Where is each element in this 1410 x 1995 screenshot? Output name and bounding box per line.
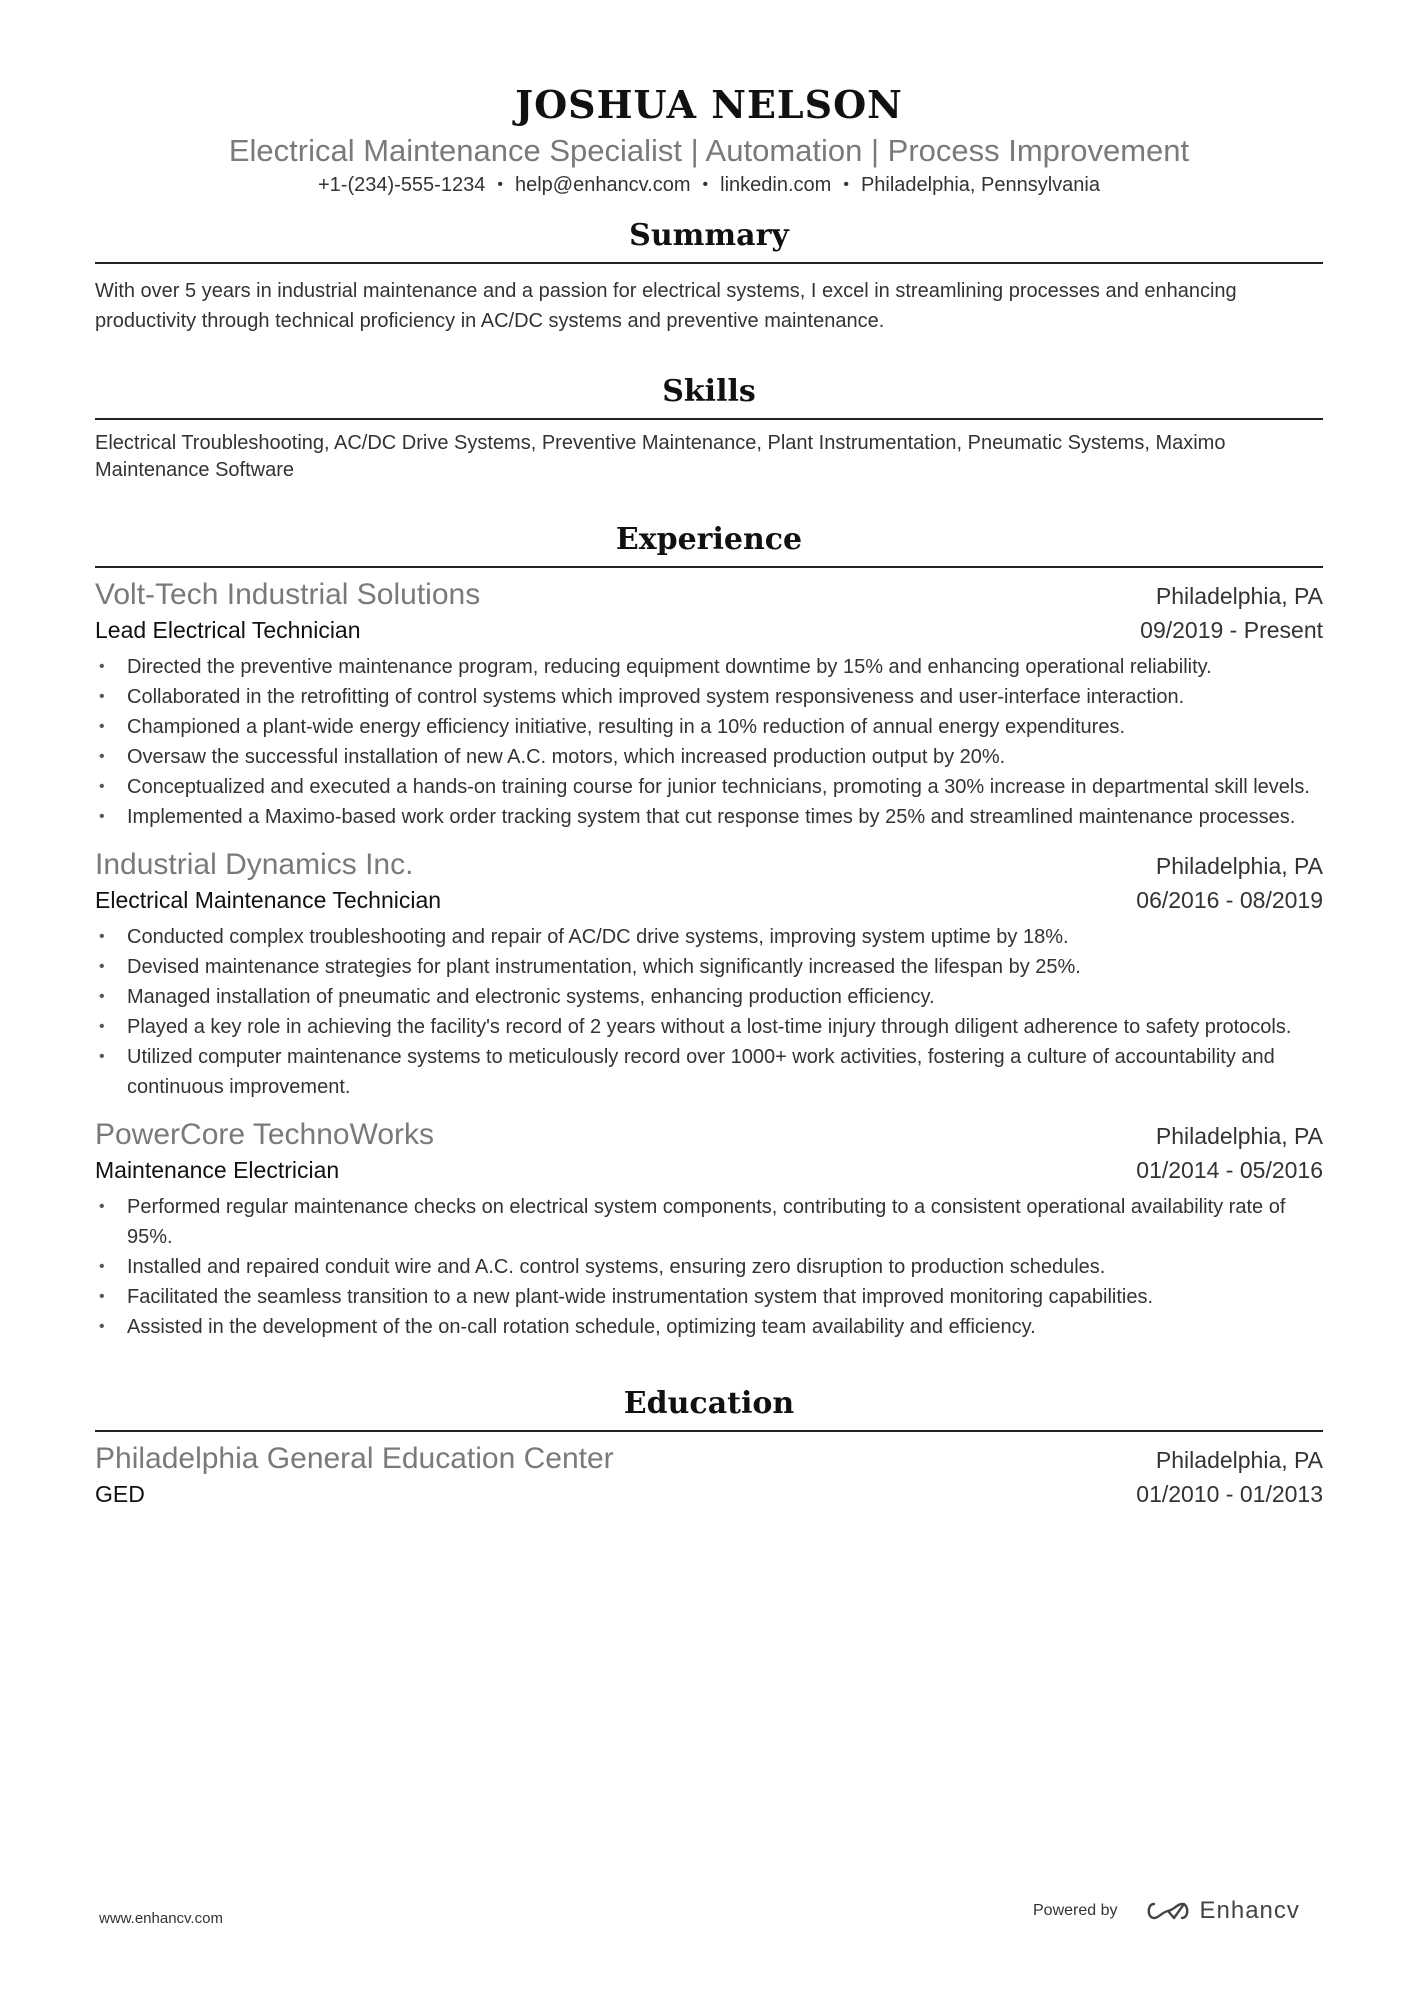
contact-separator: • <box>843 176 849 193</box>
achievement-list <box>95 652 1323 832</box>
job-title: Maintenance Electrician <box>95 1157 340 1183</box>
entry-role-row <box>95 614 1323 646</box>
achievement-text: Played a key role in achieving the facility's record of 2 years without a lost-time injury through diligent adherence to safety protocols. <box>127 1016 1292 1038</box>
enhancv-logo-icon <box>1144 1899 1192 1923</box>
bullet-icon: • <box>99 1018 105 1035</box>
bullet-icon: • <box>99 778 105 795</box>
achievement-text: Installed and repaired conduit wire and A.C. control systems, ensuring zero disruption to production schedules. <box>127 1256 1106 1278</box>
bullet-icon: • <box>99 1258 105 1275</box>
list-item <box>95 1252 1323 1282</box>
achievement-text: Facilitated the seamless transition to a new plant-wide instrumentation system that improved monitoring capabilities. <box>127 1286 1154 1308</box>
achievement-text: Collaborated in the retrofitting of control systems which improved system responsiveness and user-interface interaction. <box>127 686 1185 708</box>
contact-separator: • <box>497 176 503 193</box>
achievement-text: Assisted in the development of the on-call rotation schedule, optimizing team availability and efficiency. <box>127 1316 1036 1338</box>
bullet-icon: • <box>99 988 105 1005</box>
bullet-icon: • <box>99 1048 105 1065</box>
contact-line <box>95 172 1323 198</box>
entry-degree-row <box>95 1478 1323 1510</box>
experience-entry <box>95 846 1323 1102</box>
bullet-icon: • <box>99 1318 105 1335</box>
bullet-icon: • <box>99 748 105 765</box>
list-item <box>95 742 1323 772</box>
list-item <box>95 1192 1323 1252</box>
skills-text: Electrical Troubleshooting, AC/DC Drive Systems, Preventive Maintenance, Plant Instrumentation, Pneumatic Systems, Maximo Maintenance Software <box>95 432 1226 481</box>
contact-linkedin[interactable]: linkedin.com <box>720 174 832 196</box>
list-item <box>95 982 1323 1012</box>
achievement-text: Managed installation of pneumatic and electronic systems, enhancing production efficiency. <box>127 986 935 1008</box>
section-divider <box>95 262 1323 264</box>
school-location: Philadelphia, PA <box>1155 1447 1323 1473</box>
entry-header-row <box>95 1116 1323 1154</box>
footer-branding <box>1033 1897 1300 1925</box>
company-name: PowerCore TechnoWorks <box>95 1118 435 1151</box>
job-dates: 01/2014 - 05/2016 <box>1136 1157 1323 1183</box>
entry-header-row <box>95 576 1323 614</box>
contact-phone: +1-(234)-555-1234 <box>318 174 486 196</box>
summary-text: With over 5 years in industrial maintenance and a passion for electrical systems, I excel in streamlining processes and enhancing productivity through technical proficiency in AC/DC systems and preventive maintenance. <box>95 280 1237 332</box>
section-title-experience: Experience <box>615 522 803 557</box>
entry-header-row <box>95 846 1323 884</box>
enhancv-brand-text: Enhancv <box>1199 1897 1300 1924</box>
summary-section <box>95 216 1323 336</box>
education-dates: 01/2010 - 01/2013 <box>1136 1481 1323 1507</box>
list-item <box>95 1012 1323 1042</box>
list-item <box>95 1042 1323 1102</box>
skills-section <box>95 372 1323 484</box>
enhancv-logo[interactable] <box>1144 1897 1300 1925</box>
candidate-headline: Electrical Maintenance Specialist | Automation | Process Improvement <box>228 133 1190 168</box>
education-entry <box>95 1440 1323 1510</box>
achievement-list <box>95 1192 1323 1342</box>
achievement-text: Implemented a Maximo-based work order tracking system that cut response times by 25% and streamlined maintenance processes. <box>127 806 1296 828</box>
section-divider <box>95 566 1323 568</box>
achievement-text: Conducted complex troubleshooting and repair of AC/DC drive systems, improving system uptime by 18%. <box>127 926 1069 948</box>
list-item <box>95 652 1323 682</box>
list-item <box>95 772 1323 802</box>
section-title-summary: Summary <box>629 218 789 253</box>
achievement-text: Conceptualized and executed a hands-on training course for junior technicians, promoting a 30% increase in departmental skill levels. <box>127 776 1310 798</box>
achievement-text: Directed the preventive maintenance program, reducing equipment downtime by 15% and enhancing operational reliability. <box>127 656 1212 678</box>
resume-page <box>95 0 1323 1510</box>
company-name: Volt-Tech Industrial Solutions <box>95 578 481 611</box>
bullet-icon: • <box>99 808 105 825</box>
list-item <box>95 922 1323 952</box>
bullet-icon: • <box>99 658 105 675</box>
candidate-name: JOSHUA NELSON <box>515 82 903 127</box>
experience-section <box>95 520 1323 1342</box>
list-item <box>95 802 1323 832</box>
achievement-list <box>95 922 1323 1102</box>
bullet-icon: • <box>99 928 105 945</box>
experience-entry <box>95 576 1323 832</box>
achievement-text: Performed regular maintenance checks on electrical system components, contributing to a consistent operational availability rate of 95%. <box>127 1196 1286 1248</box>
contact-location: Philadelphia, Pennsylvania <box>860 174 1100 196</box>
company-name: Industrial Dynamics Inc. <box>95 848 414 881</box>
entry-header-row <box>95 1440 1323 1478</box>
contact-separator: • <box>702 176 709 193</box>
contact-email[interactable]: help@enhancv.com <box>514 174 691 196</box>
powered-by-label: Powered by <box>1033 1902 1118 1919</box>
section-title-skills: Skills <box>662 374 756 409</box>
bullet-icon: • <box>99 688 105 705</box>
section-title-education: Education <box>623 1386 795 1421</box>
section-divider <box>95 1430 1323 1432</box>
list-item <box>95 952 1323 982</box>
bullet-icon: • <box>99 718 105 735</box>
list-item <box>95 1282 1323 1312</box>
experience-entry <box>95 1116 1323 1342</box>
job-title: Electrical Maintenance Technician <box>95 887 442 913</box>
job-title: Lead Electrical Technician <box>95 617 361 643</box>
entry-role-row <box>95 1154 1323 1186</box>
job-location: Philadelphia, PA <box>1155 1123 1323 1149</box>
job-location: Philadelphia, PA <box>1155 583 1323 609</box>
job-dates: 09/2019 - Present <box>1140 617 1323 643</box>
entry-role-row <box>95 884 1323 916</box>
achievement-text: Championed a plant-wide energy efficiency initiative, resulting in a 10% reduction of annual energy expenditures. <box>127 716 1126 738</box>
footer-website-link[interactable]: www.enhancv.com <box>99 1910 223 1927</box>
education-section <box>95 1384 1323 1510</box>
achievement-text: Devised maintenance strategies for plant instrumentation, which significantly increased the lifespan by 25%. <box>127 956 1081 978</box>
job-dates: 06/2016 - 08/2019 <box>1136 887 1323 913</box>
bullet-icon: • <box>99 958 105 975</box>
bullet-icon: • <box>99 1288 105 1305</box>
section-divider <box>95 418 1323 420</box>
job-location: Philadelphia, PA <box>1155 853 1323 879</box>
achievement-text: Utilized computer maintenance systems to meticulously record over 1000+ work activities, fostering a culture of accountability and continuous improvement. <box>127 1046 1275 1098</box>
resume-header <box>95 0 1323 198</box>
list-item <box>95 1312 1323 1342</box>
school-name: Philadelphia General Education Center <box>95 1442 614 1475</box>
achievement-text: Oversaw the successful installation of new A.C. motors, which increased production output by 20%. <box>127 746 1006 768</box>
degree: GED <box>95 1481 145 1507</box>
list-item <box>95 712 1323 742</box>
list-item <box>95 682 1323 712</box>
bullet-icon: • <box>99 1198 105 1215</box>
